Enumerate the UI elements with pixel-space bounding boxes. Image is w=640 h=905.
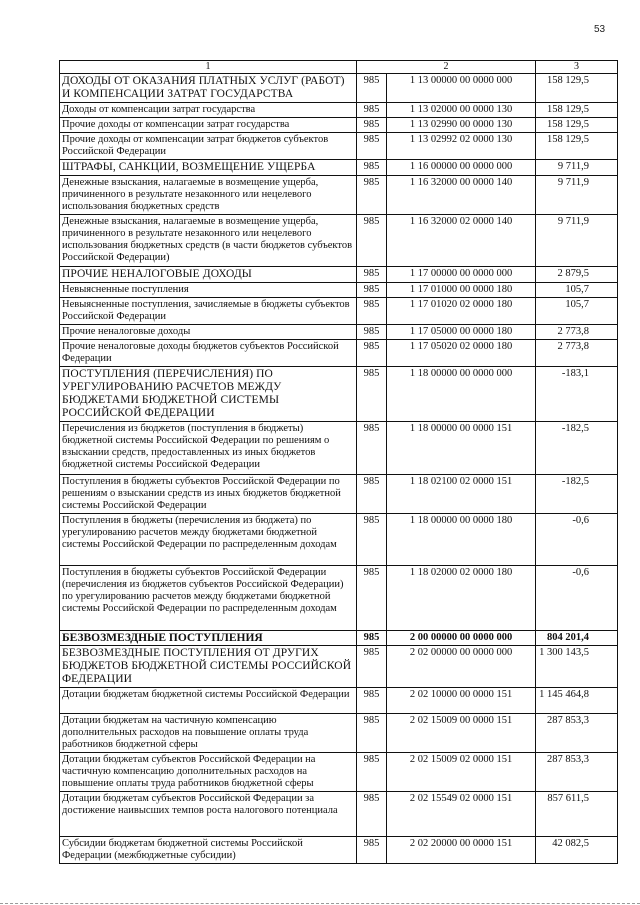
row-amount: 105,7 — [536, 298, 618, 325]
row-amount: 158 129,5 — [536, 118, 618, 133]
row-budget-code: 2 02 15009 02 0000 151 — [387, 753, 536, 792]
row-admin-code: 985 — [357, 792, 387, 837]
row-amount: 2 773,8 — [536, 340, 618, 367]
table-row — [60, 176, 618, 215]
row-amount: 9 711,9 — [536, 160, 618, 176]
row-name: ШТРАФЫ, САНКЦИИ, ВОЗМЕЩЕНИЕ УЩЕРБА — [60, 160, 357, 176]
table-row — [60, 325, 618, 340]
table-row — [60, 646, 618, 688]
row-amount: -182,5 — [536, 422, 618, 475]
column-header-3: 3 — [536, 61, 618, 74]
row-admin-code: 985 — [357, 566, 387, 631]
row-name: Денежные взыскания, налагаемые в возмещение ущерба, причиненного в результате незаконного или нецелевого использования бюджетных средств (в части бюджетов субъектов Российской Федерации) — [60, 215, 357, 267]
row-amount: 158 129,5 — [536, 133, 618, 160]
row-budget-code: 1 18 02100 02 0000 151 — [387, 475, 536, 514]
row-amount: 9 711,9 — [536, 215, 618, 267]
page-number: 53 — [594, 24, 606, 35]
row-admin-code: 985 — [357, 103, 387, 118]
row-name: Прочие доходы от компенсации затрат бюджетов субъектов Российской Федерации — [60, 133, 357, 160]
row-admin-code: 985 — [357, 753, 387, 792]
column-header-2: 2 — [357, 61, 536, 74]
row-budget-code: 2 02 00000 00 0000 000 — [387, 646, 536, 688]
table-row — [60, 267, 618, 283]
row-admin-code: 985 — [357, 283, 387, 298]
row-budget-code: 1 17 01000 00 0000 180 — [387, 283, 536, 298]
row-amount: 287 853,3 — [536, 753, 618, 792]
page-bottom-divider — [0, 903, 640, 904]
row-budget-code: 1 16 00000 00 0000 000 — [387, 160, 536, 176]
row-admin-code: 985 — [357, 646, 387, 688]
row-amount: 158 129,5 — [536, 103, 618, 118]
table-row — [60, 566, 618, 631]
row-amount: 2 773,8 — [536, 325, 618, 340]
row-admin-code: 985 — [357, 133, 387, 160]
table-row — [60, 688, 618, 714]
row-budget-code: 2 02 20000 00 0000 151 — [387, 837, 536, 864]
row-name: ПОСТУПЛЕНИЯ (ПЕРЕЧИСЛЕНИЯ) ПО УРЕГУЛИРОВАНИЮ РАСЧЕТОВ МЕЖДУ БЮДЖЕТАМИ БЮДЖЕТНОЙ СИСТЕМЫ РОССИЙСКОЙ ФЕДЕРАЦИИ — [60, 367, 357, 422]
table-row — [60, 215, 618, 267]
row-name: БЕЗВОЗМЕЗДНЫЕ ПОСТУПЛЕНИЯ ОТ ДРУГИХ БЮДЖЕТОВ БЮДЖЕТНОЙ СИСТЕМЫ РОССИЙСКОЙ ФЕДЕРАЦИИ — [60, 646, 357, 688]
row-budget-code: 1 18 02000 02 0000 180 — [387, 566, 536, 631]
row-amount: 105,7 — [536, 283, 618, 298]
row-admin-code: 985 — [357, 422, 387, 475]
row-name: Денежные взыскания, налагаемые в возмещение ущерба, причиненного в результате незаконного или нецелевого использования бюджетных средств — [60, 176, 357, 215]
revenue-table — [59, 60, 618, 864]
row-amount: 804 201,4 — [536, 631, 618, 646]
row-name: Прочие неналоговые доходы бюджетов субъектов Российской Федерации — [60, 340, 357, 367]
row-amount: -0,6 — [536, 514, 618, 566]
row-budget-code: 2 02 10000 00 0000 151 — [387, 688, 536, 714]
table-row — [60, 340, 618, 367]
row-name: Дотации бюджетам бюджетной системы Российской Федерации — [60, 688, 357, 714]
row-budget-code: 1 18 00000 00 0000 151 — [387, 422, 536, 475]
table-row — [60, 118, 618, 133]
row-amount: -183,1 — [536, 367, 618, 422]
row-name: Дотации бюджетам субъектов Российской Федерации на частичную компенсацию дополнительных расходов на повышение оплаты труда работников бюджетной сферы — [60, 753, 357, 792]
row-name: Субсидии бюджетам бюджетной системы Российской Федерации (межбюджетные субсидии) — [60, 837, 357, 864]
row-budget-code: 1 17 00000 00 0000 000 — [387, 267, 536, 283]
row-admin-code: 985 — [357, 475, 387, 514]
row-name: Дотации бюджетам субъектов Российской Федерации за достижение наивысших темпов роста налогового потенциала — [60, 792, 357, 837]
row-amount: 158 129,5 — [536, 74, 618, 103]
row-amount: 42 082,5 — [536, 837, 618, 864]
row-admin-code: 985 — [357, 176, 387, 215]
row-name: Невыясненные поступления, зачисляемые в бюджеты субъектов Российской Федерации — [60, 298, 357, 325]
row-budget-code: 1 18 00000 00 0000 180 — [387, 514, 536, 566]
row-amount: 287 853,3 — [536, 714, 618, 753]
row-admin-code: 985 — [357, 215, 387, 267]
table-row — [60, 837, 618, 864]
table-row — [60, 475, 618, 514]
row-name: Перечисления из бюджетов (поступления в бюджеты) бюджетной системы Российской Федерации по решениям о взыскании средств, предоставленных из иных бюджетов бюджетной системы Российской Федерации — [60, 422, 357, 475]
row-admin-code: 985 — [357, 514, 387, 566]
row-name: Поступления в бюджеты субъектов Российской Федерации (перечисления из бюджетов субъектов Российской Федерации) по урегулированию расчетов между бюджетами бюджетной системы Российской Федерации по распределенным доходам — [60, 566, 357, 631]
row-budget-code: 1 16 32000 00 0000 140 — [387, 176, 536, 215]
row-amount: -182,5 — [536, 475, 618, 514]
row-name: ДОХОДЫ ОТ ОКАЗАНИЯ ПЛАТНЫХ УСЛУГ (РАБОТ) И КОМПЕНСАЦИИ ЗАТРАТ ГОСУДАРСТВА — [60, 74, 357, 103]
row-amount: 2 879,5 — [536, 267, 618, 283]
row-amount: 857 611,5 — [536, 792, 618, 837]
row-budget-code: 1 13 02000 00 0000 130 — [387, 103, 536, 118]
row-name: Дотации бюджетам на частичную компенсацию дополнительных расходов на повышение оплаты труда работников бюджетной сферы — [60, 714, 357, 753]
row-name: Поступления в бюджеты субъектов Российской Федерации по решениям о взыскании средств из иных бюджетов бюджетной системы Российской Федерации — [60, 475, 357, 514]
row-amount: -0,6 — [536, 566, 618, 631]
row-admin-code: 985 — [357, 160, 387, 176]
row-budget-code: 2 02 15009 00 0000 151 — [387, 714, 536, 753]
row-budget-code: 1 13 02990 00 0000 130 — [387, 118, 536, 133]
row-budget-code: 1 17 01020 02 0000 180 — [387, 298, 536, 325]
table-row — [60, 422, 618, 475]
row-admin-code: 985 — [357, 714, 387, 753]
row-admin-code: 985 — [357, 340, 387, 367]
row-admin-code: 985 — [357, 74, 387, 103]
table-row — [60, 714, 618, 753]
row-budget-code: 1 13 00000 00 0000 000 — [387, 74, 536, 103]
row-admin-code: 985 — [357, 267, 387, 283]
row-name: Доходы от компенсации затрат государства — [60, 103, 357, 118]
row-budget-code: 1 17 05020 02 0000 180 — [387, 340, 536, 367]
table-row — [60, 753, 618, 792]
table-row — [60, 792, 618, 837]
row-budget-code: 1 13 02992 02 0000 130 — [387, 133, 536, 160]
row-admin-code: 985 — [357, 367, 387, 422]
table-row — [60, 298, 618, 325]
row-admin-code: 985 — [357, 688, 387, 714]
row-admin-code: 985 — [357, 325, 387, 340]
column-header-1: 1 — [60, 61, 357, 74]
table-row — [60, 133, 618, 160]
row-name: Прочие доходы от компенсации затрат государства — [60, 118, 357, 133]
row-admin-code: 985 — [357, 298, 387, 325]
row-name: Поступления в бюджеты (перечисления из бюджета) по урегулированию расчетов между бюджетами бюджетной системы Российской Федерации по распределенным доходам — [60, 514, 357, 566]
table-row — [60, 74, 618, 103]
table-row — [60, 514, 618, 566]
row-name: Невыясненные поступления — [60, 283, 357, 298]
row-admin-code: 985 — [357, 837, 387, 864]
row-budget-code: 2 00 00000 00 0000 000 — [387, 631, 536, 646]
row-amount: 1 300 143,5 — [536, 646, 618, 688]
row-budget-code: 1 17 05000 00 0000 180 — [387, 325, 536, 340]
row-admin-code: 985 — [357, 118, 387, 133]
row-name: БЕЗВОЗМЕЗДНЫЕ ПОСТУПЛЕНИЯ — [60, 631, 357, 646]
table-row — [60, 103, 618, 118]
table-row — [60, 631, 618, 646]
row-budget-code: 2 02 15549 02 0000 151 — [387, 792, 536, 837]
table-row — [60, 367, 618, 422]
row-budget-code: 1 18 00000 00 0000 000 — [387, 367, 536, 422]
table-row — [60, 283, 618, 298]
row-name: ПРОЧИЕ НЕНАЛОГОВЫЕ ДОХОДЫ — [60, 267, 357, 283]
table-row — [60, 160, 618, 176]
row-amount: 9 711,9 — [536, 176, 618, 215]
row-admin-code: 985 — [357, 631, 387, 646]
table-header-row — [60, 61, 618, 74]
row-amount: 1 145 464,8 — [536, 688, 618, 714]
row-name: Прочие неналоговые доходы — [60, 325, 357, 340]
row-budget-code: 1 16 32000 02 0000 140 — [387, 215, 536, 267]
